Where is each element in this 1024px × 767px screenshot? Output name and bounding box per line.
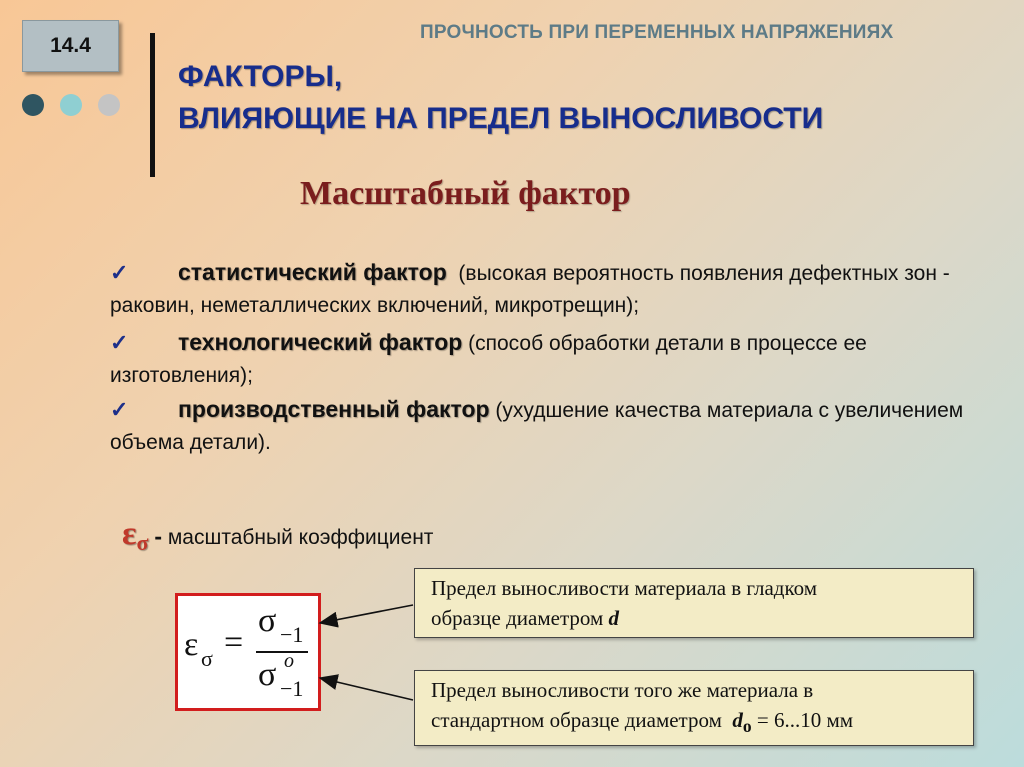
- note-line: образце диаметром d: [431, 606, 620, 630]
- slide-title-line1: ФАКТОРЫ,: [178, 60, 343, 93]
- variable-d: d: [732, 708, 743, 732]
- bullet-term: производственный фактор: [178, 396, 490, 422]
- arrow-to-numerator: [320, 605, 413, 623]
- section-subject: ПРОЧНОСТЬ ПРИ ПЕРЕМЕННЫХ НАПРЯЖЕНИЯХ: [420, 22, 894, 43]
- note-line: Предел выносливости того же материала в: [431, 678, 814, 702]
- formula-lhs: ε: [184, 626, 199, 663]
- coefficient-label: масштабный коэффициент: [167, 526, 434, 549]
- formula-denominator-sub: −1: [280, 676, 304, 701]
- note-denominator: [414, 670, 974, 746]
- checkmark-icon: ✓: [110, 330, 129, 355]
- variable-d-sub: o: [742, 716, 752, 737]
- slide-number: 14.4: [50, 34, 91, 57]
- note-line: Предел выносливости материала в гладком: [431, 576, 817, 600]
- standard-diameter-value: = 6...10 мм: [756, 708, 854, 732]
- bullet-term: статистический фактор: [178, 259, 447, 285]
- epsilon-symbol: ε: [122, 515, 137, 552]
- dash: -: [154, 523, 163, 549]
- bullet-text: (высокая вероятность появления дефектных зон - раковин, неметаллических включений, микротрещин);: [110, 262, 950, 317]
- bullet-text: (способ обработки детали в процессе ее изготовления);: [110, 332, 867, 387]
- formula-lhs-sub: σ: [201, 646, 213, 671]
- bullet-text: (ухудшение качества материала с увеличением объема детали).: [110, 399, 964, 454]
- formula-numerator: σ: [258, 602, 277, 639]
- checkmark-icon: ✓: [110, 397, 129, 422]
- formula-equals: =: [224, 624, 244, 661]
- formula-denominator: σ: [258, 656, 277, 693]
- variable-d: d: [608, 606, 620, 630]
- section-heading: Масштабный фактор: [300, 175, 631, 212]
- note-line: стандартном образце диаметром $d_o = 6...10$ мм: [431, 708, 854, 737]
- formula-numerator-sub: −1: [280, 622, 304, 647]
- formula-denominator-sup: o: [284, 650, 294, 672]
- slide-title-line2: ВЛИЯЮЩИЕ НА ПРЕДЕЛ ВЫНОСЛИВОСТИ: [178, 102, 824, 135]
- note-numerator: [414, 568, 974, 638]
- arrow-to-denominator: [320, 678, 413, 700]
- bullet-term: технологический фактор: [178, 329, 463, 355]
- checkmark-icon: ✓: [110, 260, 129, 285]
- sigma-subscript: σ: [136, 530, 149, 555]
